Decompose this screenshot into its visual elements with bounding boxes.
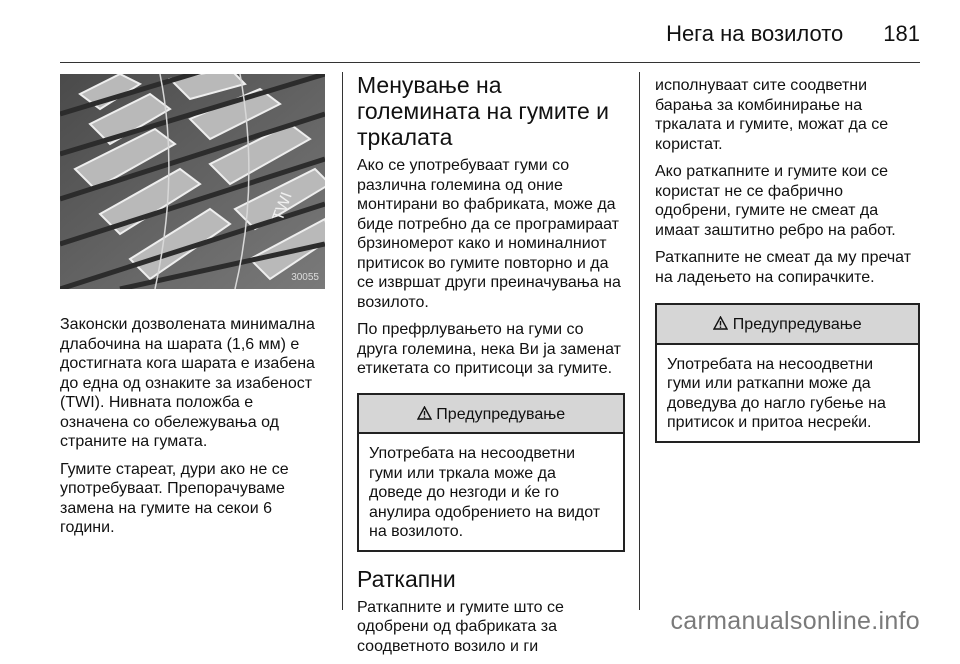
paragraph: По префрлувањето на гуми со друга големина, нека Ви ја заменат етикетата со притисоци за гумите. [357,321,621,377]
paragraph: Гумите стареат, дури ако не се употребуваат. Препорачуваме замена на гумите на секои 6 години. [60,460,289,536]
section-heading: Менување на големината на гумите и тркалата [357,72,609,150]
section-heading: Раткапни [357,565,456,592]
paragraph: Раткапните не смеат да му пречат на ладењето на сопирачките. [655,249,912,286]
column-1 [60,72,325,546]
warning-header [657,305,918,345]
warning-title: Предупредување [436,405,566,423]
column-divider [639,72,640,610]
figure-number: 30055 [291,271,319,283]
paragraph: Ако раткапните и гумите кои се користат не се фабрично одобрени, гумите не смеат да имаат заштитно ребро на работ. [655,163,896,239]
warning-title: Предупредување [732,316,862,333]
page-header [666,14,920,54]
twi-label: TWI [269,189,296,224]
paragraph: исполнуваат сите соодветни барања за комбинирање на тркалата и гумите, можат да се користат. [655,77,889,153]
warning-box [655,303,920,443]
warning-triangle-icon [713,316,732,333]
warning-box [357,393,625,552]
column-2 [357,72,625,664]
header-rule [60,62,920,63]
column-divider [342,72,343,610]
paragraph: Законски дозволената минимална длабочина на шарата (1,6 мм) е достигната кога шарата е изабена до една од ознаките за изабеност (TWI). Нивната положба е означена со обележувања од страните на гумата. [60,316,315,450]
warning-text: Употребата на несоодветни гуми или раткапни може да доведува до нагло губење на притисок и притоа несреќи. [667,355,886,431]
header-title: Нега на возилото [666,21,844,46]
paragraph: Ако се употребуваат гуми со различна големина од оние монтирани во фабриката, може да биде потребно да се програмираат брзиномерот како и номиналниот притисок во гумите повторно и да се извршат други преиначувања на возилото. [357,157,621,311]
watermark-link[interactable]: carmanualsonline.info [670,607,920,635]
column-3 [655,76,920,457]
col1-text [60,315,325,538]
tire-tread-figure [60,74,325,289]
warning-header [359,395,623,435]
page-number: 181 [883,21,920,46]
paragraph: Раткапните и гумите што се одобрени од фабриката за соодветното возило и ги [357,598,564,655]
tire-tread-illustration [60,74,325,289]
warning-triangle-icon [417,406,436,423]
warning-text: Употребата на несоодветни гуми или тркала може да доведе до незгоди и ќе го анулира одобрението на видот на возилото. [369,445,601,540]
